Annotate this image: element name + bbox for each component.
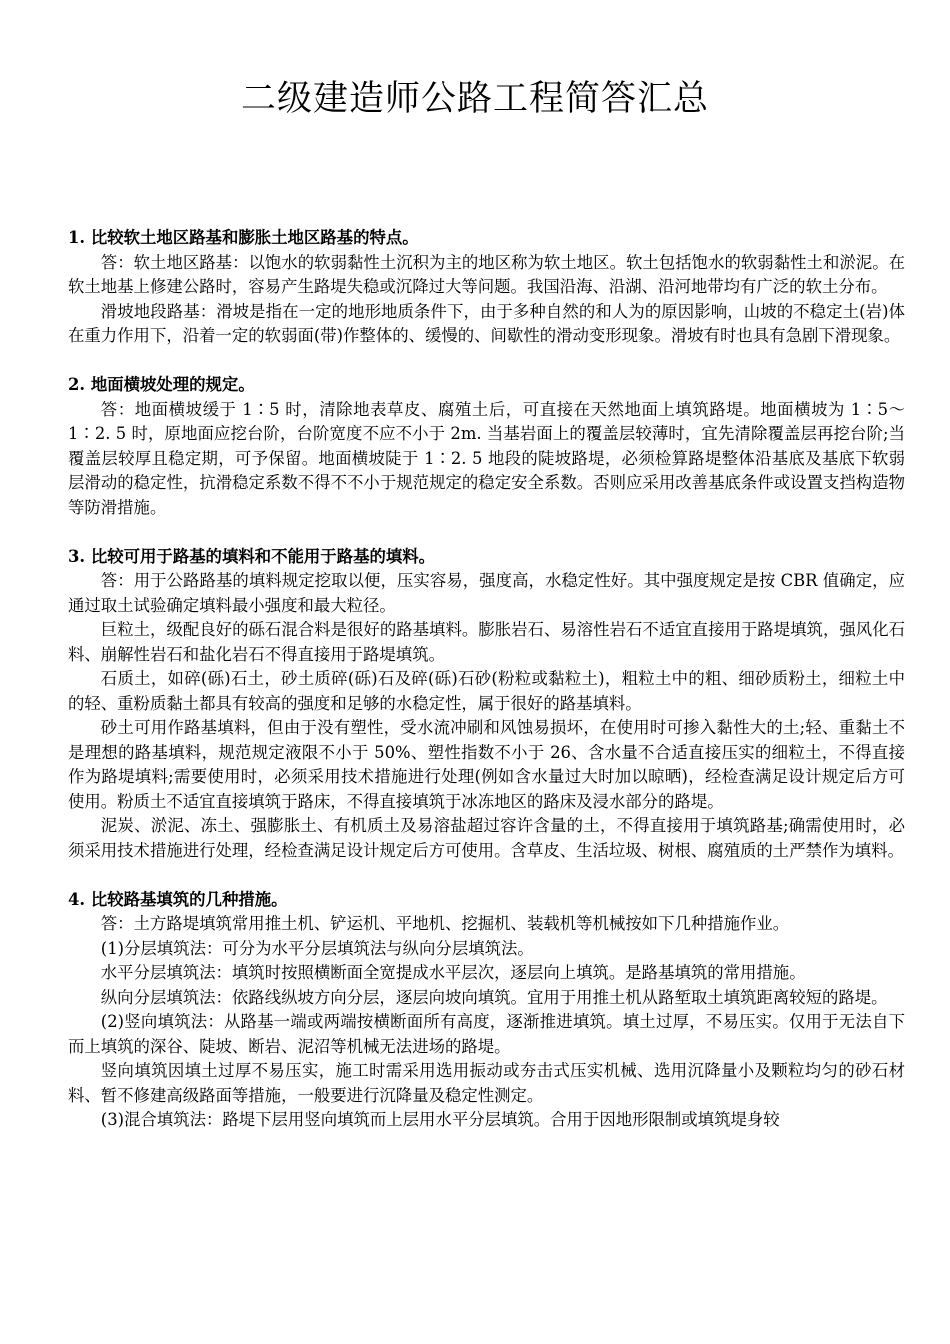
paragraph: 滑坡地段路基：滑坡是指在一定的地形地质条件下，由于多种自然的和人为的原因影响，山坡的不稳定土(岩)体在重力作用下，沿着一定的软弱面(带)作整体的、缓慢的、间歇性的滑动变形现象。滑坡有时也具有急剧下滑现象。 xyxy=(68,301,905,345)
paragraph: 答：土方路堤填筑常用推土机、铲运机、平地机、挖掘机、装载机等机械按如下几种措施作业。 xyxy=(100,914,790,933)
section-heading: 2. 地面横坡处理的规定。 xyxy=(68,375,255,394)
section-heading: 1. 比较软土地区路基和膨胀土地区路基的特点。 xyxy=(68,228,419,247)
document-title: 二级建造师公路工程简答汇总 xyxy=(240,79,709,119)
document-body xyxy=(68,226,905,1133)
paragraph: 巨粒土，级配良好的砾石混合料是很好的路基填料。膨胀岩石、易溶性岩石不适宜直接用于路堤填筑，强风化石料、崩解性岩石和盐化岩石不得直接用于路堤填筑。 xyxy=(68,620,905,664)
paragraph: (2)竖向填筑法：从路基一端或两端按横断面所有高度，逐渐推进填筑。填土过厚，不易压实。仅用于无法自下而上填筑的深谷、陡坡、断岩、泥沼等机械无法进场的路堤。 xyxy=(68,1012,905,1056)
paragraph: (1)分层填筑法：可分为水平分层填筑法与纵向分层填筑法。 xyxy=(100,938,534,958)
paragraph: 竖向填筑因填土过厚不易压实，施工时需采用选用振动或夯击式压实机械、选用沉降量小及颗粒均匀的砂石材料、暂不修建高级路面等措施，一般要进行沉降量及稳定性测定。 xyxy=(68,1061,905,1105)
paragraph: 石质土，如碎(砾)石土，砂土质碎(砾)石及碎(砾)石砂(粉粒或黏粒土)，粗粒土中的粗、细砂质粉土，细粒土中的轻、重粉质黏土都具有较高的强度和足够的水稳定性，属于很好的路基填料。 xyxy=(68,669,905,713)
paragraph: (3)混合填筑法：路堤下层用竖向填筑而上层用水平分层填筑。合用于因地形限制或填筑堤身较 xyxy=(100,1110,780,1129)
paragraph: 纵向分层填筑法：依路线纵坡方向分层，逐层向坡向填筑。宜用于用推土机从路堑取土填筑距离较短的路堤。 xyxy=(100,987,888,1007)
section-2 xyxy=(68,373,905,520)
paragraph: 泥炭、淤泥、冻土、强膨胀土、有机质土及易溶盐超过容许含量的土，不得直接用于填筑路基;确需使用时，必须采用技术措施进行处理，经检查满足设计规定后方可使用。含草皮、生活垃圾、树根、腐殖质的土严禁作为填料。 xyxy=(68,816,905,860)
section-1 xyxy=(68,226,905,349)
section-heading: 4. 比较路基填筑的几种措施。 xyxy=(68,889,288,909)
paragraph: 答：用于公路路基的填料规定挖取以便，压实容易，强度高，水稳定性好。其中强度规定是按 CBR 值确定，应通过取土试验确定填料最小强度和最大粒径。 xyxy=(68,571,905,615)
paragraph: 水平分层填筑法：填筑时按照横断面全宽提成水平层次，逐层向上填筑。是路基填筑的常用措施。 xyxy=(100,963,806,982)
paragraph: 答：软土地区路基：以饱水的软弱黏性土沉积为主的地区称为软土地区。软土包括饱水的软弱黏性土和淤泥。在软土地基上修建公路时，容易产生路堤失稳或沉降过大等问题。我国沿海、沿湖、沿河地带均有广泛的软土分布。 xyxy=(68,252,905,296)
section-3 xyxy=(68,545,905,864)
paragraph: 砂土可用作路基填料，但由于没有塑性，受水流冲刷和风蚀易损坏，在使用时可掺入黏性大的土;轻、重黏土不是理想的路基填料，规范规定液限不小于 50%、塑性指数不小于 26、含水量不合适直接压实的细粒土，不得直接作为路堤填料;需要使用时，必须采用技术措施进行处理(例如含水量过大时加以晾晒)，经检查满足设计规定后方可使用。粉质土不适宜直接填筑于路床，不得直接填筑于冰冻地区的路床及浸水部分的路堤。 xyxy=(68,718,905,811)
section-heading: 3. 比较可用于路基的填料和不能用于路基的填料。 xyxy=(68,546,436,566)
paragraph: 答：地面横坡缓于 1∶5 时，清除地表草皮、腐殖土后，可直接在天然地面上填筑路堤。地面横坡为 1∶5～1∶2. 5 时，原地面应挖台阶，台阶宽度不应不小于 2m. 当基岩面上的覆盖层较薄时，宜先清除覆盖层再挖台阶;当覆盖层较厚且稳定期，可予保留。地面横坡陡于 1∶2. 5 地段的陡坡路堤，必须检算路堤整体沿基底及基底下软弱层滑动的稳定性，抗滑稳定系数不得不不小于规范规定的稳定安全系数。否则应采用改善基底条件或设置支挡构造物等防滑措施。 xyxy=(68,399,905,517)
section-4 xyxy=(68,888,905,1133)
